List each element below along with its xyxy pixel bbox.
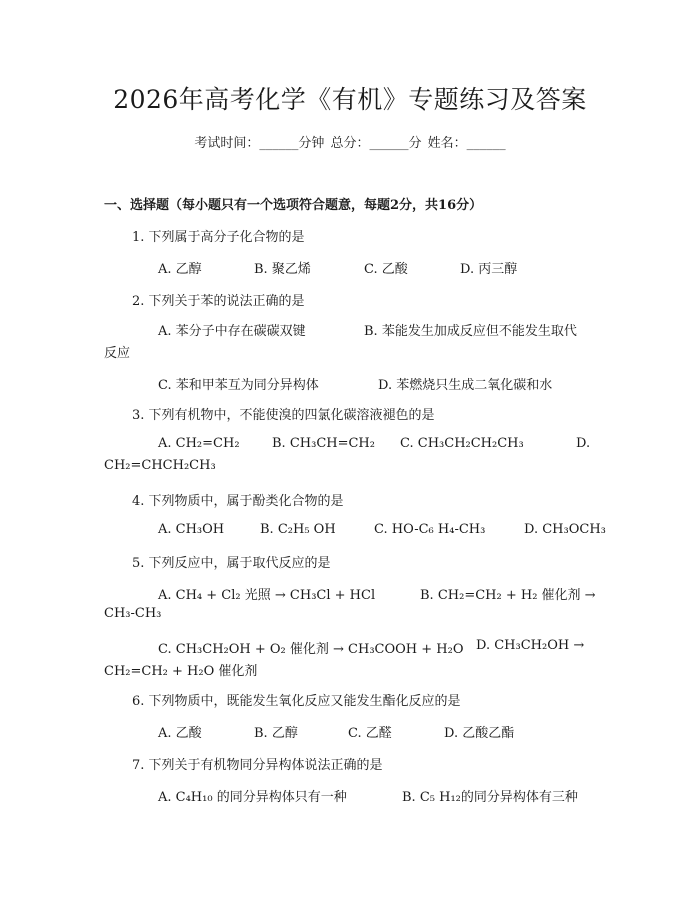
q7-option-a: A. C₄H₁₀ 的同分异构体只有一种 bbox=[158, 790, 347, 805]
q3-option-d-continued: CH₂=CHCH₂CH₃ bbox=[104, 458, 216, 473]
q3-option-c: C. CH₃CH₂CH₂CH₃ bbox=[400, 436, 524, 451]
question-5-stem: 5. 下列反应中，属于取代反应的是 bbox=[132, 556, 331, 571]
q2-option-b: B. 苯能发生加成反应但不能发生取代 bbox=[364, 324, 577, 339]
q5-option-b-continued: CH₃-CH₃ bbox=[104, 606, 162, 621]
q7-option-b: B. C₅ H₁₂的同分异构体有三种 bbox=[402, 790, 578, 805]
question-6-options bbox=[158, 722, 514, 741]
q1-option-c: C. 乙酸 bbox=[364, 262, 408, 277]
q2-option-a: A. 苯分子中存在碳碳双键 bbox=[158, 324, 306, 339]
q5-option-d-continued: CH₂=CH₂ + H₂O 催化剂 bbox=[104, 664, 258, 679]
q6-option-a: A. 乙酸 bbox=[158, 726, 202, 741]
section-heading: 一、选择题（每小题只有一个选项符合题意，每题2分，共16分） bbox=[104, 198, 483, 213]
question-2-stem: 2. 下列关于苯的说法正确的是 bbox=[132, 294, 305, 309]
q5-option-c: C. CH₃CH₂OH + O₂ 催化剂 → CH₃COOH + H₂O bbox=[158, 642, 464, 657]
page-title: 2026年高考化学《有机》专题练习及答案 bbox=[113, 85, 587, 114]
question-4-stem: 4. 下列物质中，属于酚类化合物的是 bbox=[132, 494, 344, 509]
q3-option-d: D. bbox=[576, 436, 591, 451]
q3-option-a: A. CH₂=CH₂ bbox=[158, 436, 240, 451]
q2-option-c: C. 苯和甲苯互为同分异构体 bbox=[158, 378, 319, 393]
exam-info-line: 考试时间：______分钟 总分：______分 姓名：______ bbox=[194, 136, 506, 151]
q2-option-d: D. 苯燃烧只生成二氧化碳和水 bbox=[378, 378, 553, 393]
q5-option-d: D. CH₃CH₂OH → bbox=[476, 638, 585, 653]
q4-option-c: C. HO-C₆ H₄-CH₃ bbox=[374, 522, 486, 537]
question-3-stem: 3. 下列有机物中，不能使溴的四氯化碳溶液褪色的是 bbox=[132, 408, 435, 423]
question-1-stem: 1. 下列属于高分子化合物的是 bbox=[132, 230, 305, 245]
q3-option-b: B. CH₃CH=CH₂ bbox=[272, 436, 375, 451]
q6-option-c: C. 乙醛 bbox=[348, 726, 392, 741]
q1-option-b: B. 聚乙烯 bbox=[254, 262, 311, 277]
q6-option-d: D. 乙酸乙酯 bbox=[444, 726, 515, 741]
question-6-stem: 6. 下列物质中，既能发生氧化反应又能发生酯化反应的是 bbox=[132, 694, 461, 709]
q6-option-b: B. 乙醇 bbox=[254, 726, 298, 741]
q4-option-d: D. CH₃OCH₃ bbox=[524, 522, 606, 537]
q5-option-b: B. CH₂=CH₂ + H₂ 催化剂 → bbox=[420, 588, 596, 603]
q4-option-a: A. CH₃OH bbox=[158, 522, 225, 537]
question-7-stem: 7. 下列关于有机物同分异构体说法正确的是 bbox=[132, 758, 383, 773]
question-1-options bbox=[158, 258, 517, 277]
q5-option-a: A. CH₄ + Cl₂ 光照 → CH₃Cl + HCl bbox=[158, 588, 376, 603]
q2-option-b-continued: 反应 bbox=[104, 346, 131, 361]
q1-option-a: A. 乙醇 bbox=[158, 262, 202, 277]
q4-option-b: B. C₂H₅ OH bbox=[260, 522, 336, 537]
q1-option-d: D. 丙三醇 bbox=[460, 262, 518, 277]
